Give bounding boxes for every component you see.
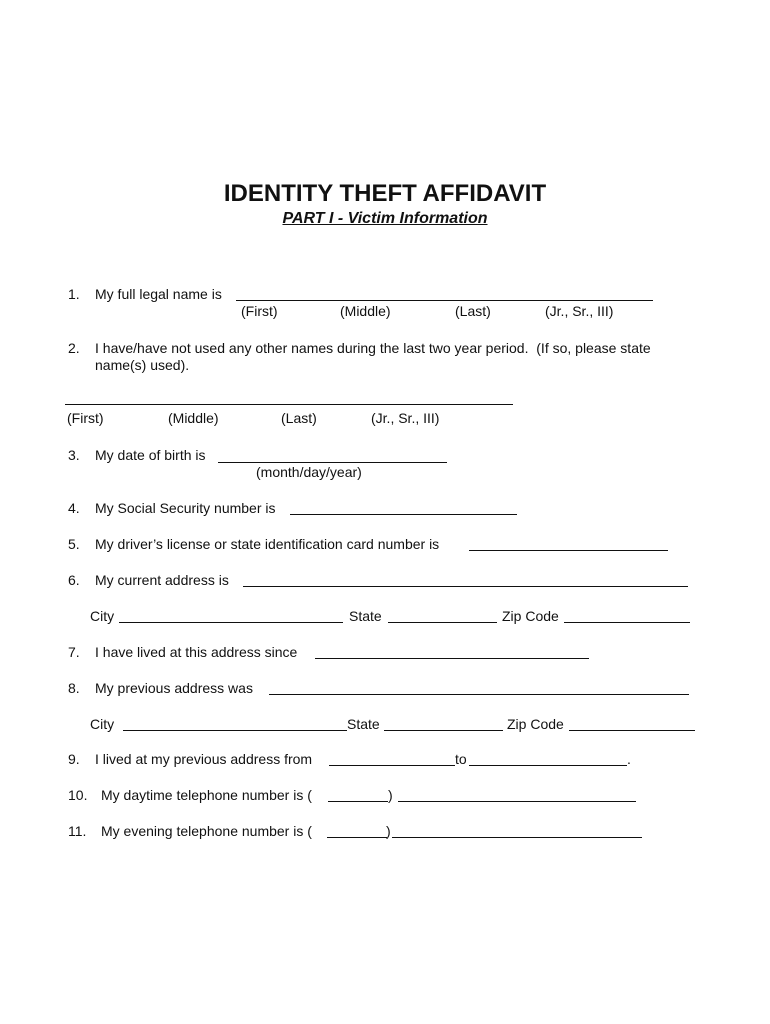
daytime-phone-field[interactable] <box>398 801 636 802</box>
previous-city-field[interactable] <box>123 730 347 731</box>
previous-to-field[interactable] <box>469 765 627 766</box>
item-number-6: 6. <box>68 572 80 588</box>
to-label: to <box>455 751 467 767</box>
evening-close-paren: ) <box>386 823 391 839</box>
section-subtitle: PART I - Victim Information <box>282 210 488 227</box>
evening-phone-field[interactable] <box>392 837 642 838</box>
previous-city-label: City <box>90 716 115 732</box>
previous-state-field[interactable] <box>384 730 503 731</box>
item-number-5: 5. <box>68 536 80 552</box>
current-zip-label: Zip Code <box>502 608 559 624</box>
other-names-statement: I have/have not used any other names during the last two year period. (If so, please state <box>95 340 651 356</box>
item-number-2: 2. <box>68 340 80 356</box>
document-title: IDENTITY THEFT AFFIDAVIT <box>223 180 547 207</box>
dob-format-sublabel: (month/day/year) <box>256 464 362 480</box>
current-state-label: State <box>349 608 382 624</box>
previous-zip-label: Zip Code <box>507 716 564 732</box>
daytime-area-code-field[interactable] <box>328 801 388 802</box>
previous-zip-field[interactable] <box>569 730 695 731</box>
lived-since-field[interactable] <box>315 658 589 659</box>
current-city-label: City <box>90 608 115 624</box>
other-middle-sublabel: (Middle) <box>168 410 219 426</box>
license-field[interactable] <box>469 550 668 551</box>
current-address-label: My current address is <box>95 572 229 588</box>
item-number-8: 8. <box>68 680 80 696</box>
full-name-field[interactable] <box>236 300 653 301</box>
item-number-11: 11. <box>68 823 87 839</box>
previous-from-field[interactable] <box>329 765 455 766</box>
item-number-4: 4. <box>68 500 80 516</box>
item-number-7: 7. <box>68 644 80 660</box>
period-mark: . <box>627 751 631 767</box>
last-sublabel: (Last) <box>455 303 491 319</box>
item-number-10: 10. <box>68 787 88 803</box>
daytime-close-paren: ) <box>388 787 393 803</box>
other-names-statement-cont: name(s) used). <box>95 357 190 373</box>
dob-field[interactable] <box>218 462 447 463</box>
evening-phone-label: My evening telephone number is ( <box>101 823 312 839</box>
other-suffix-sublabel: (Jr., Sr., III) <box>371 410 440 426</box>
previous-address-field[interactable] <box>269 694 689 695</box>
evening-area-code-field[interactable] <box>327 837 387 838</box>
current-city-field[interactable] <box>119 622 343 623</box>
previous-period-label: I lived at my previous address from <box>95 751 313 767</box>
other-first-sublabel: (First) <box>67 410 104 426</box>
daytime-phone-label: My daytime telephone number is ( <box>101 787 312 803</box>
current-zip-field[interactable] <box>564 622 690 623</box>
ssn-label: My Social Security number is <box>95 500 276 516</box>
dob-label: My date of birth is <box>95 447 206 463</box>
license-label: My driver’s license or state identification card number is <box>95 536 440 552</box>
current-state-field[interactable] <box>388 622 497 623</box>
previous-address-label: My previous address was <box>95 680 253 696</box>
first-sublabel: (First) <box>241 303 278 319</box>
lived-since-label: I have lived at this address since <box>95 644 298 660</box>
other-names-field[interactable] <box>65 404 513 405</box>
item-number-3: 3. <box>68 447 80 463</box>
middle-sublabel: (Middle) <box>340 303 391 319</box>
full-name-label: My full legal name is <box>95 286 222 302</box>
suffix-sublabel: (Jr., Sr., III) <box>545 303 614 319</box>
other-last-sublabel: (Last) <box>281 410 317 426</box>
item-number-1: 1. <box>68 286 80 302</box>
ssn-field[interactable] <box>290 514 517 515</box>
item-number-9: 9. <box>68 751 80 767</box>
current-address-field[interactable] <box>243 586 688 587</box>
previous-state-label: State <box>347 716 380 732</box>
